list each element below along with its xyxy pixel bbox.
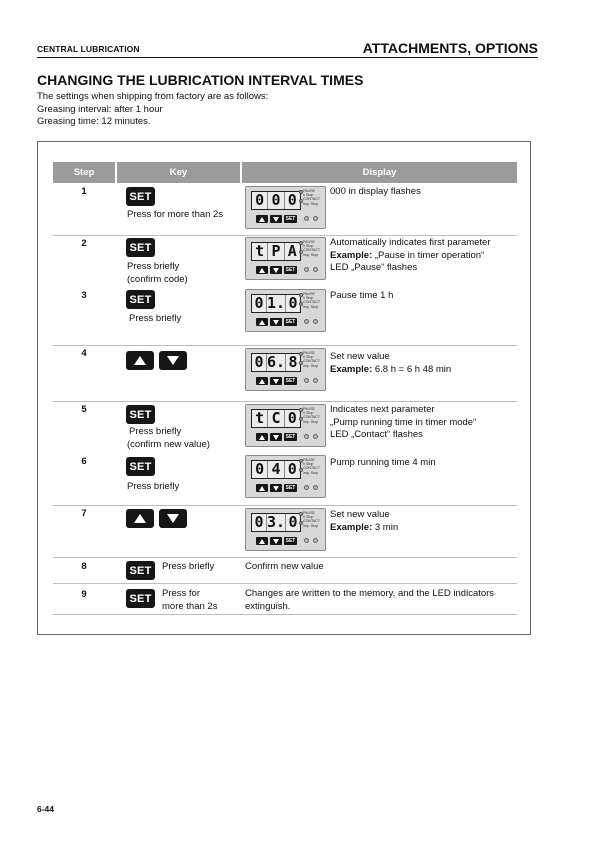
up-key-icon (256, 484, 268, 492)
display-description (330, 237, 491, 275)
intro-line: Greasing interval: after 1 hour (37, 103, 163, 115)
lcd-screen (251, 242, 301, 261)
display-line (330, 250, 491, 263)
lcd-label: CONTACT (303, 248, 321, 253)
display-text: 6.8 h = 6 h 48 min (372, 363, 452, 375)
display-line: LED „Contact“ flashes (330, 429, 423, 440)
lcd-screen (251, 409, 301, 428)
key-instruction-line: Press briefly (129, 426, 182, 437)
set-key-icon: SET (285, 267, 296, 273)
indicator-icon (313, 434, 318, 439)
key-instruction: Press for more than 2s (127, 209, 224, 220)
row-divider (53, 614, 517, 615)
lcd-label: h Stop (303, 244, 314, 249)
table-row (53, 184, 517, 236)
indicator-icon (304, 538, 309, 543)
indicator-icon (313, 319, 318, 324)
lcd-label: imp. Stop (303, 201, 319, 206)
set-key-icon: SET (126, 187, 155, 206)
set-key-icon: SET (285, 216, 296, 222)
lcd-label: CONTACT (303, 519, 321, 524)
table-row (53, 402, 517, 454)
indicator-dots (304, 319, 318, 324)
indicator-icon (313, 267, 318, 272)
lcd-label: PAUSE (303, 292, 315, 296)
step-number: 8 (81, 561, 87, 572)
down-arrow-key-icon (159, 351, 187, 370)
indicator-icon (304, 434, 309, 439)
display-line: extinguish. (245, 600, 291, 612)
lcd-digit: 0 (252, 192, 268, 209)
display-emphasis: Example: (330, 521, 373, 533)
indicator-dots (304, 538, 318, 543)
lcd-digit: 1. (266, 294, 286, 312)
step-number: 7 (81, 508, 87, 519)
display-text: „Pause in timer operation“ (372, 249, 485, 261)
set-key-icon: SET (285, 378, 296, 384)
key-instruction-line: Press briefly (127, 261, 180, 272)
table-row (53, 584, 517, 615)
indicator-dots (304, 485, 318, 490)
indicator-icon (304, 378, 309, 383)
lcd-labels (303, 407, 320, 424)
down-key-icon (270, 433, 282, 441)
lcd-digit: 6. (266, 353, 286, 371)
controller-display (245, 404, 326, 447)
display-description: Confirm new value (245, 561, 324, 572)
set-key-icon: SET (126, 561, 155, 580)
table-row (53, 288, 517, 346)
lcd-digit: 4 (268, 461, 284, 478)
intro-text (37, 91, 268, 129)
set-key-icon: SET (126, 405, 155, 424)
set-key-icon: SET (285, 434, 296, 440)
down-key-icon (270, 484, 282, 492)
lcd-label: PAUSE (303, 240, 315, 244)
key-instruction (162, 588, 217, 613)
lcd-labels (303, 511, 320, 528)
display-description (330, 509, 398, 534)
display-description: Pump running time 4 min (330, 457, 436, 468)
lcd-digit: t (252, 243, 268, 260)
step-number: 5 (81, 404, 87, 415)
indicator-dots (304, 216, 318, 221)
table-row (53, 236, 517, 288)
set-key-icon: SET (126, 589, 155, 608)
lcd-label: h Stop (303, 462, 314, 467)
up-key-icon (256, 318, 268, 326)
up-key-icon (256, 266, 268, 274)
column-header-display: Display (242, 162, 517, 183)
up-key-icon (256, 537, 268, 545)
indicator-icon (304, 319, 309, 324)
lcd-label: PAUSE (303, 458, 315, 462)
lcd-digit: 0 (287, 191, 297, 209)
display-description (330, 351, 451, 376)
lcd-label: CONTACT (303, 197, 321, 202)
display-line: LED „Pause“ flashes (330, 262, 418, 273)
set-key-icon: SET (126, 290, 155, 309)
lcd-digit: C (268, 410, 284, 427)
display-description: 000 in display flashes (330, 186, 421, 197)
lcd-label: imp. Stop (303, 363, 319, 368)
indicator-icon (313, 378, 318, 383)
display-line: Set new value (330, 351, 390, 362)
lcd-label: imp. Stop (303, 419, 319, 424)
display-line (330, 522, 398, 535)
lcd-screen (251, 191, 301, 210)
indicator-icon (313, 538, 318, 543)
display-line: Changes are written to the memory, and the LED indicators (245, 588, 495, 599)
up-arrow-key-icon (126, 509, 154, 528)
lcd-digit: 0 (288, 294, 298, 312)
lcd-screen (251, 513, 301, 532)
controller-display (245, 237, 326, 280)
lcd-label: h Stop (303, 411, 314, 416)
set-key-icon: SET (285, 538, 296, 544)
up-key-icon (256, 377, 268, 385)
page-number: 6-44 (37, 804, 55, 814)
lcd-digit: 8 (288, 353, 298, 371)
controller-display (245, 455, 326, 498)
display-line: Indicates next parameter (330, 404, 435, 415)
intro-line: The settings when shipping from factory are as follows: (37, 91, 269, 102)
lcd-digit: 0 (252, 295, 267, 312)
key-instruction-line: (confirm new value) (127, 438, 210, 450)
indicator-dots (304, 267, 318, 272)
down-key-icon (270, 318, 282, 326)
controller-display (245, 348, 326, 391)
header-rule (37, 57, 538, 58)
table-row (53, 346, 517, 402)
lcd-label: h Stop (303, 193, 314, 198)
indicator-icon (304, 485, 309, 490)
display-description: Pause time 1 h (330, 290, 394, 301)
indicator-icon (304, 267, 309, 272)
lcd-digit: 0 (252, 354, 267, 371)
column-header-key: Key (117, 162, 240, 183)
display-description (245, 588, 494, 613)
indicator-icon (313, 216, 318, 221)
step-number: 3 (81, 290, 87, 301)
lcd-label: PAUSE (303, 351, 315, 355)
lcd-label: imp. Stop (303, 470, 319, 475)
indicator-dots (304, 434, 318, 439)
step-number: 2 (81, 238, 87, 249)
step-number: 9 (81, 589, 87, 600)
key-instruction: Press briefly (162, 561, 215, 572)
step-number: 4 (81, 348, 87, 359)
lcd-screen (251, 294, 301, 313)
lcd-digit: 0 (252, 514, 267, 531)
key-instruction (129, 426, 210, 451)
display-emphasis: Example: (330, 249, 373, 261)
set-key-icon: SET (126, 238, 155, 257)
lcd-labels (303, 240, 320, 257)
set-key-icon: SET (285, 485, 296, 491)
lcd-label: h Stop (303, 515, 314, 520)
display-text: 3 min (372, 521, 399, 533)
intro-line: Greasing time: 12 minutes. (37, 116, 151, 127)
key-instruction: Press briefly (127, 481, 180, 492)
lcd-labels (303, 351, 320, 368)
lcd-digit: 0 (252, 461, 268, 478)
up-arrow-key-icon (126, 351, 154, 370)
lcd-digit: 0 (268, 192, 284, 209)
lcd-screen (251, 353, 301, 372)
lcd-digit: 3. (266, 513, 286, 531)
controller-display (245, 508, 326, 551)
down-key-icon (270, 266, 282, 274)
indicator-icon (313, 485, 318, 490)
lcd-labels (303, 458, 320, 475)
display-description (330, 404, 476, 442)
step-number: 1 (81, 186, 87, 197)
key-instruction: Press briefly (129, 313, 182, 324)
set-key-icon: SET (126, 457, 155, 476)
lcd-labels (303, 189, 320, 206)
key-instruction (127, 261, 188, 286)
table-row (53, 558, 517, 584)
lcd-digit: 0 (287, 409, 297, 427)
lcd-label: PAUSE (303, 189, 315, 193)
lcd-digit: A (287, 242, 297, 260)
key-instruction-line: Press for (162, 588, 201, 599)
indicator-icon (304, 216, 309, 221)
down-arrow-key-icon (159, 509, 187, 528)
step-number: 6 (81, 456, 87, 467)
controller-display (245, 186, 326, 229)
lcd-label: h Stop (303, 296, 314, 301)
lcd-label: imp. Stop (303, 523, 319, 528)
lcd-digit: 0 (288, 513, 298, 531)
display-line: „Pump running time in timer mode“ (330, 416, 477, 428)
column-header-step: Step (53, 162, 115, 183)
lcd-label: imp. Stop (303, 304, 319, 309)
down-key-icon (270, 377, 282, 385)
key-instruction-line: more than 2s (162, 600, 218, 612)
page-title: CHANGING THE LUBRICATION INTERVAL TIMES (37, 72, 364, 88)
down-key-icon (270, 537, 282, 545)
table-row (53, 454, 517, 506)
lcd-digit: t (252, 410, 268, 427)
display-line: Automatically indicates first parameter (330, 237, 491, 248)
lcd-label: h Stop (303, 355, 314, 360)
key-instruction-line: (confirm code) (127, 273, 188, 285)
indicator-dots (304, 378, 318, 383)
lcd-label: PAUSE (303, 407, 315, 411)
lcd-labels (303, 292, 320, 309)
section-header: CENTRAL LUBRICATION (37, 44, 140, 54)
lcd-label: CONTACT (303, 415, 321, 420)
lcd-label: CONTACT (303, 359, 321, 364)
lcd-digit: P (268, 243, 284, 260)
down-key-icon (270, 215, 282, 223)
up-key-icon (256, 215, 268, 223)
table-row (53, 506, 517, 558)
lcd-label: PAUSE (303, 511, 315, 515)
chapter-header: ATTACHMENTS, OPTIONS (362, 40, 538, 56)
lcd-digit: 0 (287, 460, 297, 478)
controller-display (245, 289, 326, 332)
lcd-label: CONTACT (303, 466, 321, 471)
lcd-screen (251, 460, 301, 479)
set-key-icon: SET (285, 319, 296, 325)
lcd-label: imp. Stop (303, 252, 319, 257)
display-emphasis: Example: (330, 363, 373, 375)
up-key-icon (256, 433, 268, 441)
lcd-label: CONTACT (303, 300, 321, 305)
display-line (330, 364, 451, 377)
display-line: Set new value (330, 509, 390, 520)
